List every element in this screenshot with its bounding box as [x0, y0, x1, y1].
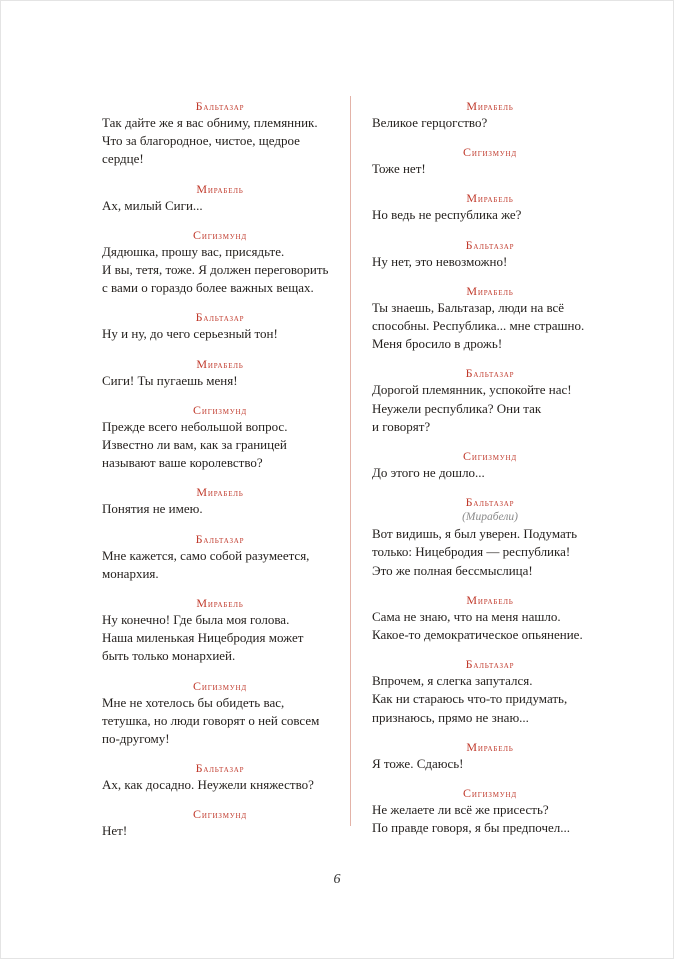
dialogue-line: Сама не знаю, что на меня нашло. — [372, 608, 561, 624]
dialogue-line: Так дайте же я вас обниму, племянник. — [102, 115, 318, 130]
speaker-name: Сигизмунд — [463, 786, 517, 801]
dialogue-block — [372, 285, 608, 354]
speaker-name: Мирабель — [196, 356, 244, 371]
dialogue-block — [102, 762, 338, 794]
page-number: 6 — [333, 872, 341, 887]
dialogue-line: Нет! — [102, 823, 128, 839]
dialogue-block — [372, 450, 608, 482]
dialogue-line: называют ваше королевство? — [102, 455, 263, 471]
speaker-name: Сигизмунд — [463, 449, 517, 464]
dialogue-block — [102, 100, 338, 169]
dialogue-line: Сиги! Ты пугаешь меня! — [102, 372, 238, 388]
speaker-name: Сигизмунд — [463, 145, 517, 160]
speaker-name: Сигизмунд — [193, 807, 247, 822]
dialogue-line: Мне не хотелось бы обидеть вас, — [102, 694, 285, 710]
dialogue-block — [372, 192, 608, 224]
speaker-name: Бальтазар — [465, 495, 515, 510]
speaker-name: Мирабель — [466, 191, 514, 206]
dialogue-block — [372, 239, 608, 271]
dialogue-block — [372, 787, 608, 837]
dialogue-line: Вот видишь, я был уверен. Подумать — [372, 526, 578, 542]
dialogue-line: Ах, как досадно. Неужели княжество? — [102, 777, 314, 793]
dialogue-block — [372, 100, 608, 132]
dialogue-line: Ты знаешь, Бальтазар, люди на всё — [372, 299, 565, 315]
dialogue-block — [102, 808, 338, 840]
dialogue-block — [102, 680, 338, 749]
speaker-name: Сигизмунд — [193, 402, 247, 417]
dialogue-block — [102, 404, 338, 473]
stage-direction: (Мирабели) — [462, 511, 518, 524]
dialogue-line: Прежде всего небольшой вопрос. — [102, 418, 288, 434]
dialogue-block — [102, 229, 338, 298]
dialogue-block — [372, 658, 608, 727]
dialogue-line: До этого не дошло... — [372, 465, 485, 481]
dialogue-line: Как ни стараюсь что-то придумать, — [372, 691, 568, 707]
dialogue-line: монархия. — [102, 565, 159, 581]
dialogue-block — [372, 741, 608, 773]
dialogue-line: Наша миленькая Ницебродия может — [102, 630, 304, 646]
speaker-name: Бальтазар — [465, 366, 515, 381]
speaker-name: Мирабель — [466, 592, 514, 607]
dialogue-line: Что за благородное, чистое, щедрое — [102, 133, 300, 149]
dialogue-line: Но ведь не республика же? — [372, 207, 522, 223]
speaker-name: Бальтазар — [195, 761, 245, 776]
speaker-name: Мирабель — [466, 99, 514, 113]
dialogue-block — [102, 311, 338, 343]
dialogue-line: с вами о гораздо более важных вещах. — [102, 280, 314, 296]
dialogue-block — [102, 358, 338, 390]
dialogue-block — [102, 533, 338, 583]
dialogue-line: Мне кажется, само собой разумеется, — [102, 547, 310, 563]
dialogue-line: Меня бросило в дрожь! — [372, 336, 503, 352]
dialogue-line: признаюсь, прямо не знаю... — [372, 709, 529, 725]
dialogue-line: Ах, милый Сиги... — [102, 197, 203, 213]
dialogue-line: Великое герцогство? — [372, 115, 488, 130]
dialogue-block — [372, 367, 608, 436]
speaker-name: Бальтазар — [465, 657, 515, 672]
dialogue-line: Известно ли вам, как за границей — [102, 437, 287, 453]
dialogue-line: Впрочем, я слегка запутался. — [372, 673, 533, 689]
left-dialogue-column — [102, 100, 338, 855]
dialogue-line: Дядюшка, прошу вас, присядьте. — [102, 243, 285, 259]
speaker-name: Мирабель — [466, 283, 514, 298]
dialogue-line: Ну и ну, до чего серьезный тон! — [102, 326, 278, 342]
dialogue-line: Неужели республика? Они так — [372, 400, 542, 416]
dialogue-block — [102, 597, 338, 666]
dialogue-line: Какое-то демократическое опьянение. — [372, 627, 583, 643]
speaker-name: Сигизмунд — [193, 678, 247, 693]
speaker-name: Мирабель — [196, 181, 244, 196]
dialogue-line: И вы, тетя, тоже. Я должен переговорить — [102, 262, 329, 278]
dialogue-line: быть только монархией. — [102, 648, 236, 664]
column-divider — [350, 96, 351, 826]
dialogue-line: сердце! — [102, 151, 144, 167]
dialogue-line: Это же полная бессмыслица! — [372, 562, 533, 578]
dialogue-line: и говорят? — [372, 418, 431, 434]
dialogue-line: способны. Республика... мне страшно. — [372, 318, 585, 334]
dialogue-line: Ну нет, это невозможно! — [372, 253, 508, 269]
speaker-name: Сигизмунд — [193, 227, 247, 242]
dialogue-line: Дорогой племянник, успокойте нас! — [372, 382, 572, 398]
dialogue-line: По правде говоря, я бы предпочел... — [372, 820, 571, 836]
dialogue-block — [372, 496, 608, 580]
dialogue-line: Я тоже. Сдаюсь! — [372, 755, 464, 771]
dialogue-line: Не желаете ли всё же присесть? — [372, 802, 549, 818]
dialogue-block — [372, 594, 608, 644]
dialogue-block — [102, 486, 338, 518]
right-dialogue-column — [372, 100, 608, 851]
dialogue-block — [372, 146, 608, 178]
dialogue-line: Ну конечно! Где была моя голова. — [102, 612, 290, 628]
speaker-name: Бальтазар — [195, 531, 245, 546]
dialogue-block — [102, 183, 338, 215]
speaker-name: Бальтазар — [195, 99, 245, 113]
speaker-name: Мирабель — [196, 596, 244, 611]
dialogue-line: тетушка, но люди говорят о ней совсем — [102, 712, 320, 728]
dialogue-line: только: Ницебродия — республика! — [372, 544, 571, 560]
dialogue-line: Тоже нет! — [372, 161, 426, 177]
speaker-name: Мирабель — [196, 485, 244, 500]
speaker-name: Мирабель — [466, 739, 514, 754]
dialogue-line: Понятия не имею. — [102, 501, 203, 517]
speaker-name: Бальтазар — [195, 310, 245, 325]
dialogue-line: по-другому! — [102, 731, 170, 747]
speaker-name: Бальтазар — [465, 237, 515, 252]
